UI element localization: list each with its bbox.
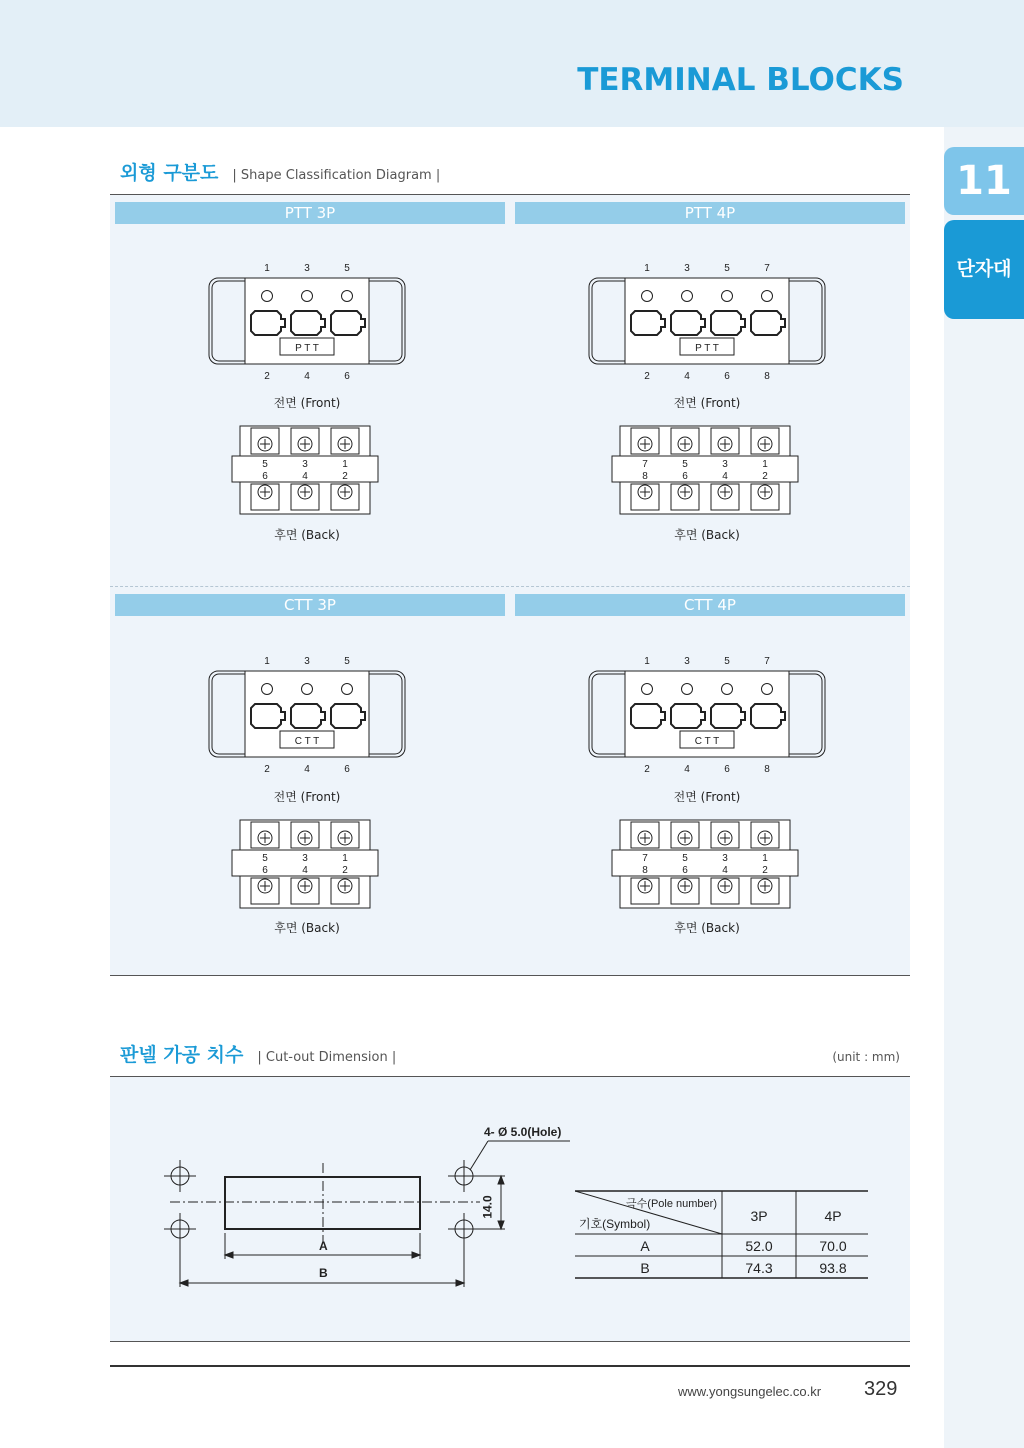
caption-back-ctt3p: 후면 (Back) — [274, 921, 340, 935]
dim-a-label: A — [319, 1239, 328, 1253]
chapter-label-tab[interactable]: 단자대 — [944, 220, 1024, 319]
caption-front-ctt3p: 전면 (Front) — [273, 790, 341, 804]
back-pin-label: 5 — [682, 459, 688, 470]
model-label: C T T — [294, 736, 320, 747]
top-pin-label: 5 — [724, 263, 730, 274]
back-pin-label: 2 — [342, 471, 348, 482]
caption-back-ptt4p: 후면 (Back) — [674, 528, 740, 542]
back-pin-label: 7 — [642, 459, 648, 470]
caption-front-ptt4p: 전면 (Front) — [673, 396, 741, 410]
bottom-pin-label: 6 — [724, 764, 730, 775]
model-label: C T T — [694, 736, 720, 747]
top-pin-label: 3 — [684, 263, 690, 274]
back-pin-label: 4 — [722, 471, 728, 482]
back-pin-label: 1 — [342, 459, 348, 470]
back-pin-label: 2 — [762, 471, 768, 482]
caption-front-ctt4p: 전면 (Front) — [673, 790, 741, 804]
caption-front-ptt3p: 전면 (Front) — [273, 396, 341, 410]
back-pin-label: 5 — [262, 853, 268, 864]
bottom-pin-label: 6 — [344, 764, 350, 775]
bottom-pin-label: 6 — [344, 371, 350, 382]
bottom-pin-label: 4 — [684, 764, 690, 775]
bottom-pin-label: 8 — [764, 764, 770, 775]
model-bar-ptt4p: PTT 4P — [515, 202, 905, 224]
page-title: TERMINAL BLOCKS — [577, 62, 904, 98]
section-rule — [110, 1341, 910, 1342]
footer-rule — [110, 1365, 910, 1367]
back-pin-label: 1 — [342, 853, 348, 864]
top-pin-label: 7 — [764, 656, 770, 667]
back-pin-label: 3 — [722, 459, 728, 470]
back-pin-label: 7 — [642, 853, 648, 864]
hole-leader — [470, 1141, 488, 1170]
back-pin-label: 3 — [302, 853, 308, 864]
top-pin-label: 7 — [764, 263, 770, 274]
hole-bottom-left — [164, 1213, 196, 1245]
top-pin-label: 5 — [724, 656, 730, 667]
height-dimension-label: 14.0 — [480, 1195, 495, 1219]
hole-top-left — [164, 1160, 196, 1192]
model-label: P T T — [295, 343, 319, 354]
model-bar-ctt4p: CTT 4P — [515, 594, 905, 616]
section-shape-title-en: | Shape Classification Diagram | — [232, 168, 441, 183]
back-pin-label: 4 — [302, 865, 308, 876]
column-header-4p: 4P — [824, 1208, 842, 1224]
bottom-pin-label: 4 — [684, 371, 690, 382]
top-pin-label: 5 — [344, 263, 350, 274]
bottom-pin-label: 2 — [644, 371, 650, 382]
footer-url[interactable]: www.yongsungelec.co.kr — [678, 1384, 822, 1399]
back-pin-label: 8 — [642, 865, 648, 876]
caption-back-ctt4p: 후면 (Back) — [674, 921, 740, 935]
model-label: P T T — [695, 343, 719, 354]
model-bar-ctt3p: CTT 3P — [115, 594, 505, 616]
back-pin-label: 4 — [302, 471, 308, 482]
back-pin-label: 6 — [682, 865, 688, 876]
cell-a-3p: 52.0 — [745, 1238, 773, 1254]
panel-divider — [110, 586, 910, 587]
front-view-ptt3p — [208, 258, 408, 383]
back-pin-label: 3 — [302, 459, 308, 470]
top-pin-label: 1 — [644, 263, 650, 274]
front-view-ctt3p — [208, 651, 408, 776]
back-pin-label: 3 — [722, 853, 728, 864]
section-rule — [110, 975, 910, 976]
front-view-ctt4p — [588, 651, 828, 776]
dim-b-label: B — [319, 1266, 328, 1280]
header-symbol: 기호(Symbol) — [579, 1217, 651, 1231]
section-cutout-title-en: | Cut-out Dimension | — [257, 1050, 397, 1065]
back-pin-label: 6 — [262, 471, 268, 482]
unit-note: (unit : mm) — [832, 1050, 900, 1064]
section-shape-title-ko: 외형 구분도 — [120, 162, 219, 184]
page-number: 329 — [864, 1378, 898, 1400]
caption-back-ptt3p: 후면 (Back) — [274, 528, 340, 542]
section-shape-heading — [120, 158, 440, 188]
row-symbol-a: A — [640, 1238, 650, 1254]
back-pin-label: 2 — [762, 865, 768, 876]
back-pin-label: 1 — [762, 853, 768, 864]
cutout-drawing — [150, 1115, 580, 1295]
back-pin-label: 5 — [262, 459, 268, 470]
row-symbol-b: B — [640, 1260, 650, 1276]
bottom-pin-label: 2 — [644, 764, 650, 775]
dimension-table — [575, 1188, 875, 1283]
cell-b-4p: 93.8 — [819, 1260, 847, 1276]
back-pin-label: 1 — [762, 459, 768, 470]
section-cutout-title-ko: 판넬 가공 치수 — [120, 1044, 244, 1066]
back-pin-label: 6 — [682, 471, 688, 482]
chapter-number-tab[interactable]: 11 — [944, 147, 1024, 215]
top-pin-label: 5 — [344, 656, 350, 667]
top-pin-label: 3 — [304, 656, 310, 667]
back-view-ctt3p — [230, 818, 382, 913]
bottom-pin-label: 4 — [304, 764, 310, 775]
back-pin-label: 2 — [342, 865, 348, 876]
section-cutout-heading — [120, 1040, 396, 1070]
model-bar-ptt3p: PTT 3P — [115, 202, 505, 224]
cell-b-3p: 74.3 — [745, 1260, 773, 1276]
back-pin-label: 5 — [682, 853, 688, 864]
bottom-pin-label: 2 — [264, 764, 270, 775]
top-pin-label: 3 — [304, 263, 310, 274]
side-index-strip — [944, 127, 1024, 1448]
back-view-ptt4p — [610, 424, 802, 519]
back-view-ptt3p — [230, 424, 382, 519]
front-view-ptt4p — [588, 258, 828, 383]
top-pin-label: 1 — [264, 263, 270, 274]
back-pin-label: 4 — [722, 865, 728, 876]
cell-a-4p: 70.0 — [819, 1238, 847, 1254]
top-pin-label: 1 — [644, 656, 650, 667]
bottom-pin-label: 4 — [304, 371, 310, 382]
back-pin-label: 8 — [642, 471, 648, 482]
header-pole-number: 극수(Pole number) — [626, 1198, 717, 1210]
back-view-ctt4p — [610, 818, 802, 913]
hole-dimension-label: 4- Ø 5.0(Hole) — [484, 1125, 562, 1139]
top-pin-label: 3 — [684, 656, 690, 667]
top-pin-label: 1 — [264, 656, 270, 667]
bottom-pin-label: 8 — [764, 371, 770, 382]
back-pin-label: 6 — [262, 865, 268, 876]
bottom-pin-label: 2 — [264, 371, 270, 382]
bottom-pin-label: 6 — [724, 371, 730, 382]
column-header-3p: 3P — [750, 1208, 768, 1224]
